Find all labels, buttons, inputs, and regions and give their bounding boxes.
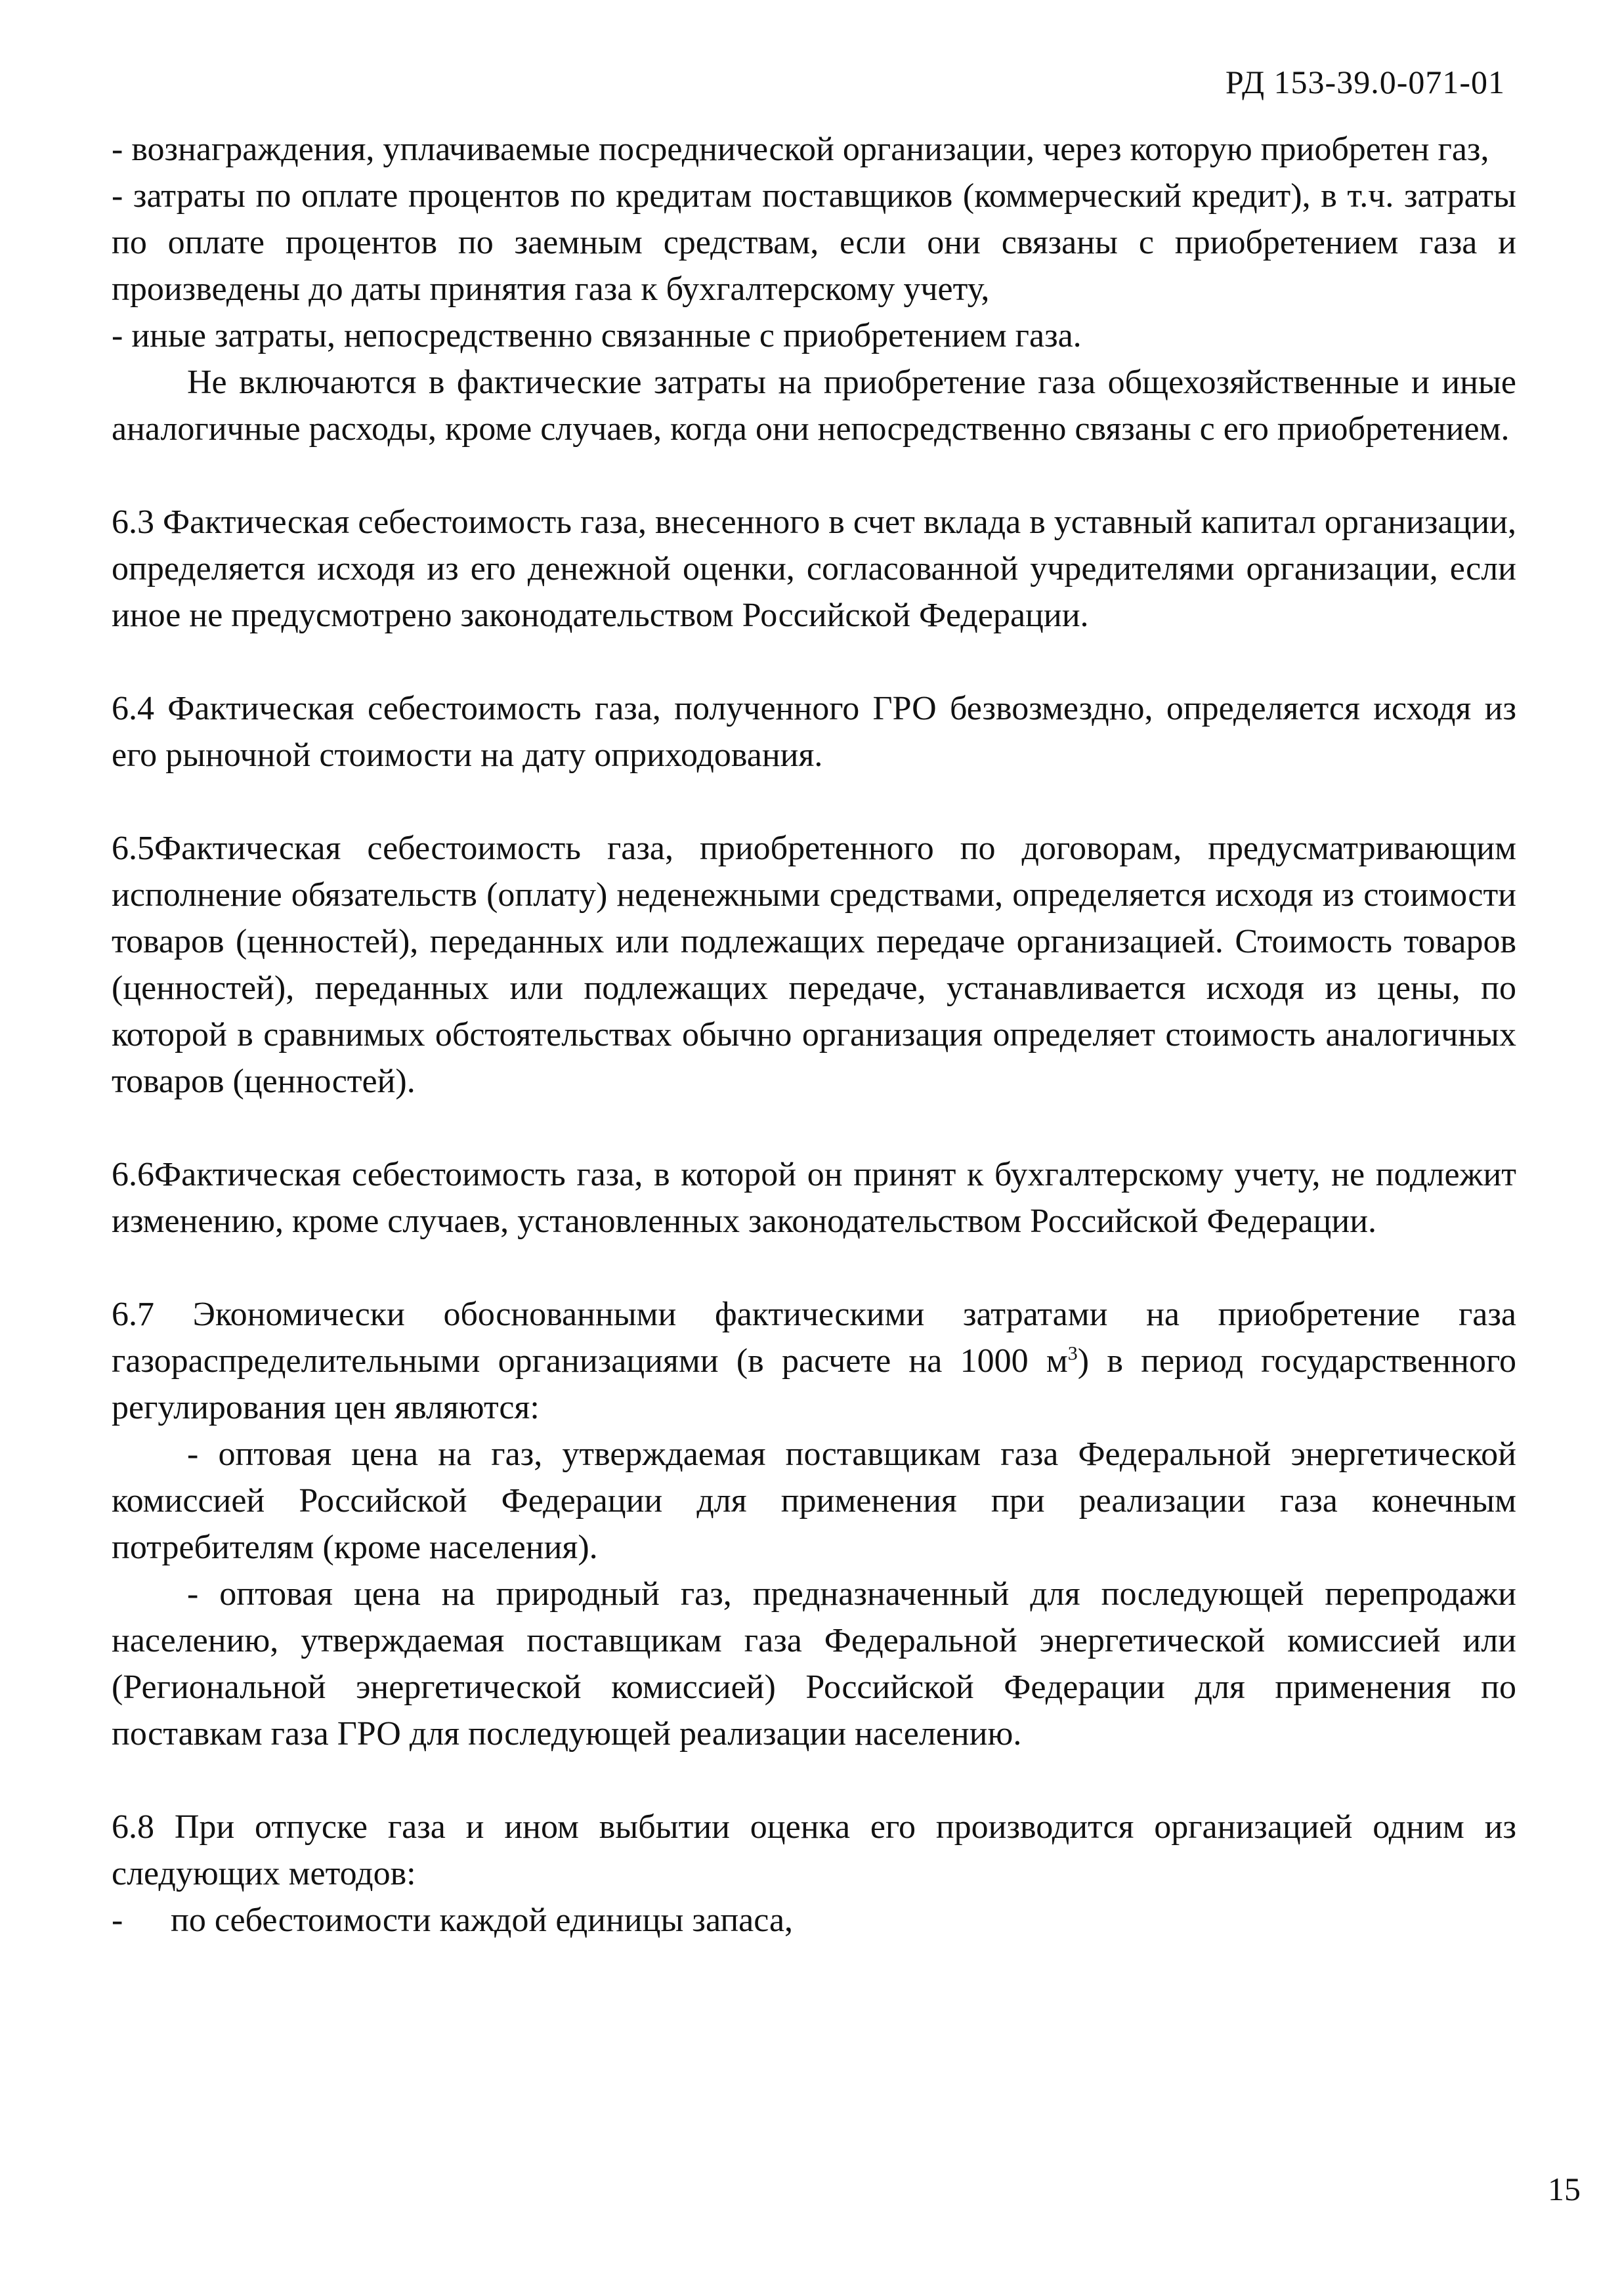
section-6-8: 6.8 При отпуске газа и ином выбытии оценка его производится организацией одним из следующих методов: <box>112 1808 1516 1892</box>
section-6-7-item-wholesale-price: - оптовая цена на газ, утверждаемая поставщикам газа Федеральной энергетической комиссией Российской Федерации для применения при реализации газа конечным потребителям (кроме населения). <box>112 1435 1516 1566</box>
cubic-superscript: 3 <box>1067 1342 1078 1365</box>
page-number: 15 <box>1548 2171 1581 2207</box>
section-6-7-text-end: ) в период государственного регулирования цен являются: <box>112 1342 1516 1426</box>
section-6-5: 6.5Фактическая себестоимость газа, приобретенного по договорам, предусматривающим исполнение обязательств (оплату) неденежными средствами, определяется исходя из стоимости товаров (ценностей), переданных или подлежащих передаче организацией. Стоимость товаров (ценностей), переданных или подлежащих передаче, устанавливается исходя из цены, по которой в сравнимых обстоятельствах обычно организация определяет стоимость аналогичных товаров (ценностей). <box>112 830 1516 1100</box>
paragraph-spacer <box>112 452 1516 499</box>
paragraph-interest-costs: - затраты по оплате процентов по кредитам поставщиков (коммерческий кредит), в т.ч. затраты по оплате процентов по заемным средствам, если они связаны с приобретением газа и произведены до даты принятия газа к бухгалтерскому учету, <box>112 177 1516 308</box>
paragraph-spacer <box>112 778 1516 825</box>
section-6-6: 6.6Фактическая себестоимость газа, в которой он принят к бухгалтерскому учету, не подлежит изменению, кроме случаев, установленных законодательством Российской Федерации. <box>112 1156 1516 1240</box>
paragraph-other-costs: - иные затраты, непосредственно связанные с приобретением газа. <box>112 317 1082 354</box>
document-body <box>112 126 1516 1944</box>
section-6-8-list-item <box>112 1897 1516 1944</box>
list-item-text: по себестоимости каждой единицы запаса, <box>171 1902 794 1939</box>
section-6-7-text-start: 6.7 Экономически обоснованными фактическими затратами на приобретение газа газораспределительными организациями (в расчете на 1000 м <box>112 1296 1516 1380</box>
paragraph-spacer <box>112 1757 1516 1804</box>
section-6-4: 6.4 Фактическая себестоимость газа, полученного ГРО безвозмездно, определяется исходя из его рыночной стоимости на дату оприходования. <box>112 690 1516 774</box>
paragraph-intermediary-fee: - вознаграждения, уплачиваемые посреднической организации, через которую приобретен газ, <box>112 131 1489 168</box>
document-code: РД 153-39.0-071-01 <box>1225 64 1505 100</box>
section-6-7 <box>112 1291 1516 1431</box>
paragraph-spacer <box>112 1244 1516 1291</box>
paragraph-spacer <box>112 639 1516 685</box>
section-6-7-item-resale-price: - оптовая цена на природный газ, предназначенный для последующей перепродажи населению, утверждаемая поставщикам газа Федеральной энергетической комиссией или (Региональной энергетической комиссией) Российской Федерации для применения по поставкам газа ГРО для последующей реализации населению. <box>112 1575 1516 1753</box>
list-dash: - <box>112 1902 123 1939</box>
section-6-3: 6.3 Фактическая себестоимость газа, внесенного в счет вклада в уставный капитал организации, определяется исходя из его денежной оценки, согласованной учредителями организации, если иное не предусмотрено законодательством Российской Федерации. <box>112 503 1516 634</box>
paragraph-spacer <box>112 1105 1516 1151</box>
paragraph-excluded-costs: Не включаются в фактические затраты на приобретение газа общехозяйственные и иные аналогичные расходы, кроме случаев, когда они непосредственно связаны с его приобретением. <box>112 364 1516 448</box>
